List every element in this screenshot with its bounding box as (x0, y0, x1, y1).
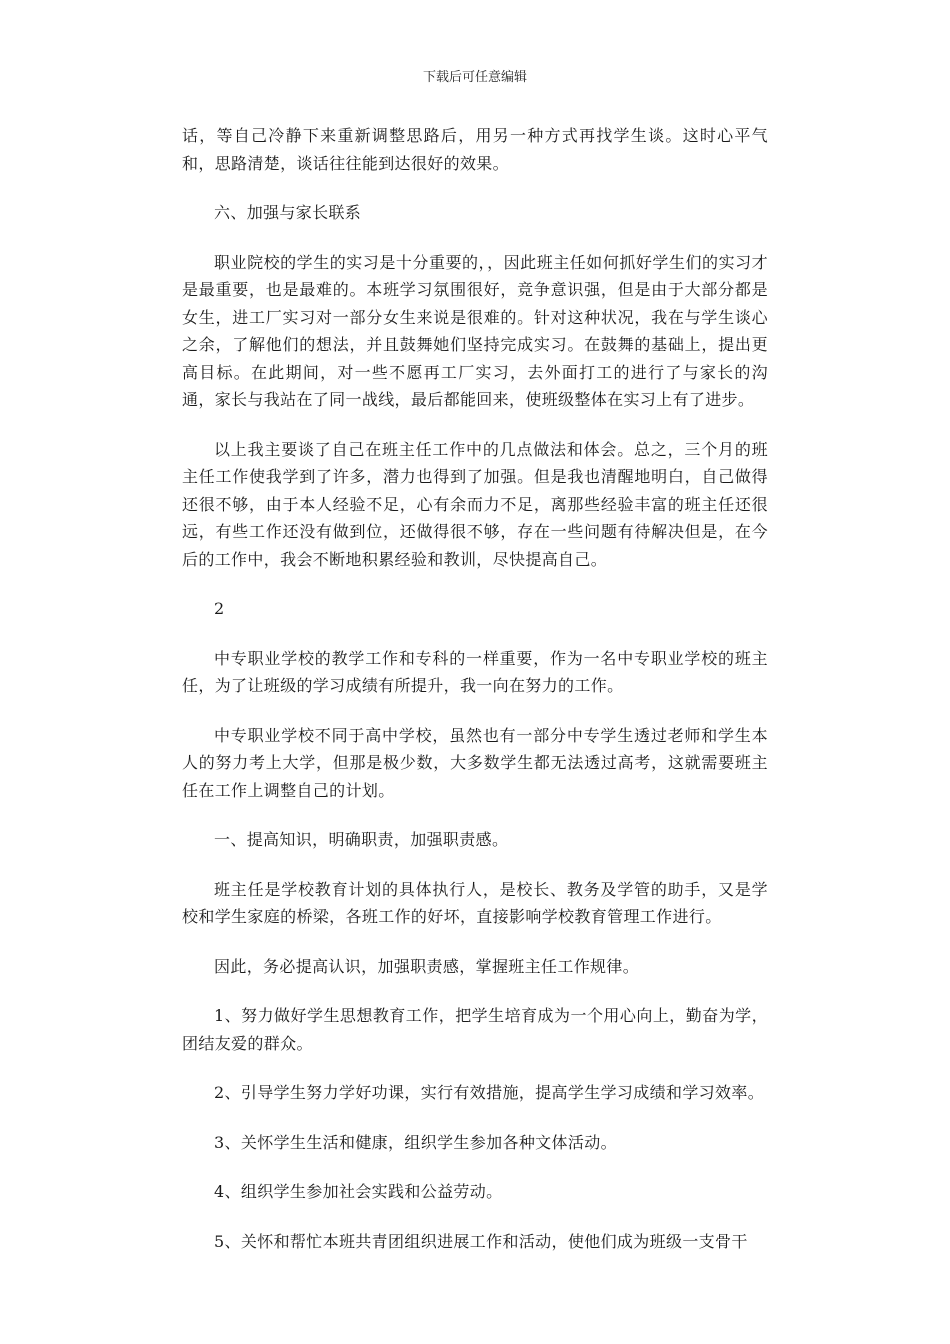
section-heading: 六、加强与家长联系 (214, 203, 362, 222)
paragraph: 因此，务必提高认识，加强职责感，掌握班主任工作规律。 (214, 956, 640, 976)
paragraph: 班主任是学校教育计划的具体执行人，是校长、教务及学管的助手，又是学校和学生家庭的桥梁，各班工作的好坏，直接影响学校教育管理工作进行。 (182, 879, 768, 926)
list-item: 1、努力做好学生思想教育工作，把学生培育成为一个用心向上，勤奋为学，团结友爱的群众。 (182, 1006, 768, 1053)
paragraph: 话，等自己冷静下来重新调整思路后，用另一种方式再找学生谈。这时心平气和，思路清楚，谈话往往能到达很好的效果。 (182, 126, 768, 173)
section-heading: 一、提高知识，明确职责，加强职责感。 (214, 830, 509, 849)
paragraph: 以上我主要谈了自己在班主任工作中的几点做法和体会。总之，三个月的班主任工作使我学到了许多，潜力也得到了加强。但是我也清醒地明白，自己做得还很不够，由于本人经验不足，心有余而力不足，离那些经验丰富的班主任还很远，有些工作还没有做到位，还做得很不够，存在一些问题有待解决但是，在今后的工作中，我会不断地积累经验和教训，尽快提高自己。 (182, 439, 768, 569)
paragraph: 中专职业学校不同于高中学校，虽然也有一部分中专学生透过老师和学生本人的努力考上大学，但那是极少数，大多数学生都无法透过高考，这就需要班主任在工作上调整自己的计划。 (182, 725, 768, 800)
list-item: 4、组织学生参加社会实践和公益劳动。 (214, 1182, 503, 1201)
document-body (182, 122, 768, 1277)
paragraph: 中专职业学校的教学工作和专科的一样重要，作为一名中专职业学校的班主任，为了让班级的学习成绩有所提升，我一向在努力的工作。 (182, 648, 768, 695)
paragraph: 职业院校的学生的实习是十分重要的，，因此班主任如何抓好学生们的实习才是最重要，也是最难的。本班学习氛围很好，竞争意识强，但是由于大部分都是女生，进工厂实习对一部分女生来说是很难的。针对这种状况，我在与学生谈心之余，了解他们的想法，并且鼓舞她们坚持完成实习。在鼓舞的基础上，提出更高目标。在此期间，对一些不愿再工厂实习，去外面打工的进行了与家长的沟通，家长与我站在了同一战线，最后都能回来，使班级整体在实习上有了进步。 (182, 252, 768, 409)
list-item: 5、关怀和帮忙本班共青团组织进展工作和活动，使他们成为班级一支骨干 (214, 1231, 748, 1251)
page-header: 下载后可任意编辑 (422, 70, 527, 85)
list-item: 3、关怀学生生活和健康，组织学生参加各种文体活动。 (214, 1132, 617, 1152)
list-item: 2、引导学生努力学好功课，实行有效措施，提高学生学习成绩和学习效率。 (214, 1083, 765, 1102)
section-number: 2 (214, 599, 225, 618)
